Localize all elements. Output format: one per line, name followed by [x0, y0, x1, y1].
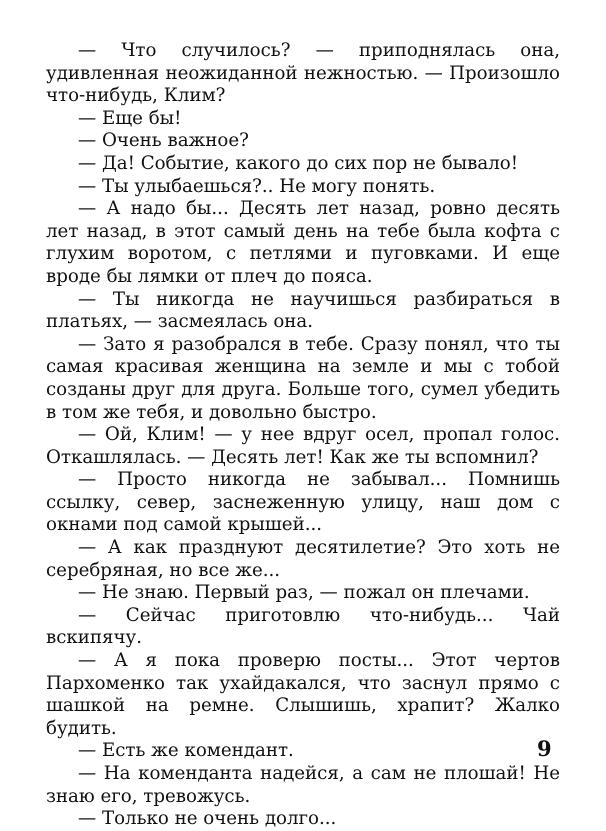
paragraph-8: — Зато я разобрался в тебе. Сразу понял, что ты самая красивая женщина на земле и мы с тобой созданы друг для друга. Больше того, сумел убедить в том же тебя, и довольно быстро. — [46, 333, 560, 423]
paragraph-3: — Очень важное? — [78, 130, 249, 152]
paragraph-9: — Ой, Клим! — у нее вдруг осел, пропал голос. Откашлялась. — Десять лет! Как же ты вспомнил? — [46, 424, 560, 468]
paragraph-13: — Сейчас приготовлю что-нибудь... Чай вскипячу. — [46, 604, 560, 649]
body-text — [46, 40, 560, 831]
paragraph-17: — Только не очень долго... — [78, 808, 337, 830]
paragraph-10: — Просто никогда не забывал... Помнишь ссылку, север, заснеженную улицу, наш дом с окнами под самой крышей... — [46, 469, 560, 536]
paragraph-7: — Ты никогда не научишься разбираться в платьях, — засмеялась она. — [46, 288, 560, 333]
paragraph-4: — Да! Событие, какого до сих пор не бывало! — [78, 152, 519, 174]
paragraph-1: — Что случилось? — приподнялась она, удивленная неожиданной нежностью. — Произошло что-нибудь, Клим? — [46, 40, 560, 107]
paragraph-14: — А я пока проверю посты... Этот чертов Пархоменко так ухайдакался, что заснул прямо с шашкой на ремне. Слышишь, храпит? Жалко будить. — [46, 650, 560, 739]
paragraph-6: — А надо бы... Десять лет назад, ровно десять лет назад, в этот самый день на тебе была кофта с глухим воротом, с петлями и пуговками. И еще вроде бы лямки от плеч до пояса. — [46, 198, 560, 287]
paragraph-16: — На коменданта надейся, а сам не плошай! Не знаю его, тревожусь. — [46, 763, 560, 807]
paragraph-5: — Ты улыбаешься?.. Не могу понять. — [78, 175, 436, 197]
paragraph-2: — Еще бы! — [78, 107, 182, 129]
paragraph-12: — Не знаю. Первый раз, — пожал он плечами. — [78, 582, 530, 604]
paragraph-15: — Есть же комендант. — [78, 740, 294, 762]
paragraph-11: — А как празднуют десятилетие? Это хоть не серебряная, но все же... — [46, 537, 560, 581]
page-number: 9 — [537, 736, 552, 761]
